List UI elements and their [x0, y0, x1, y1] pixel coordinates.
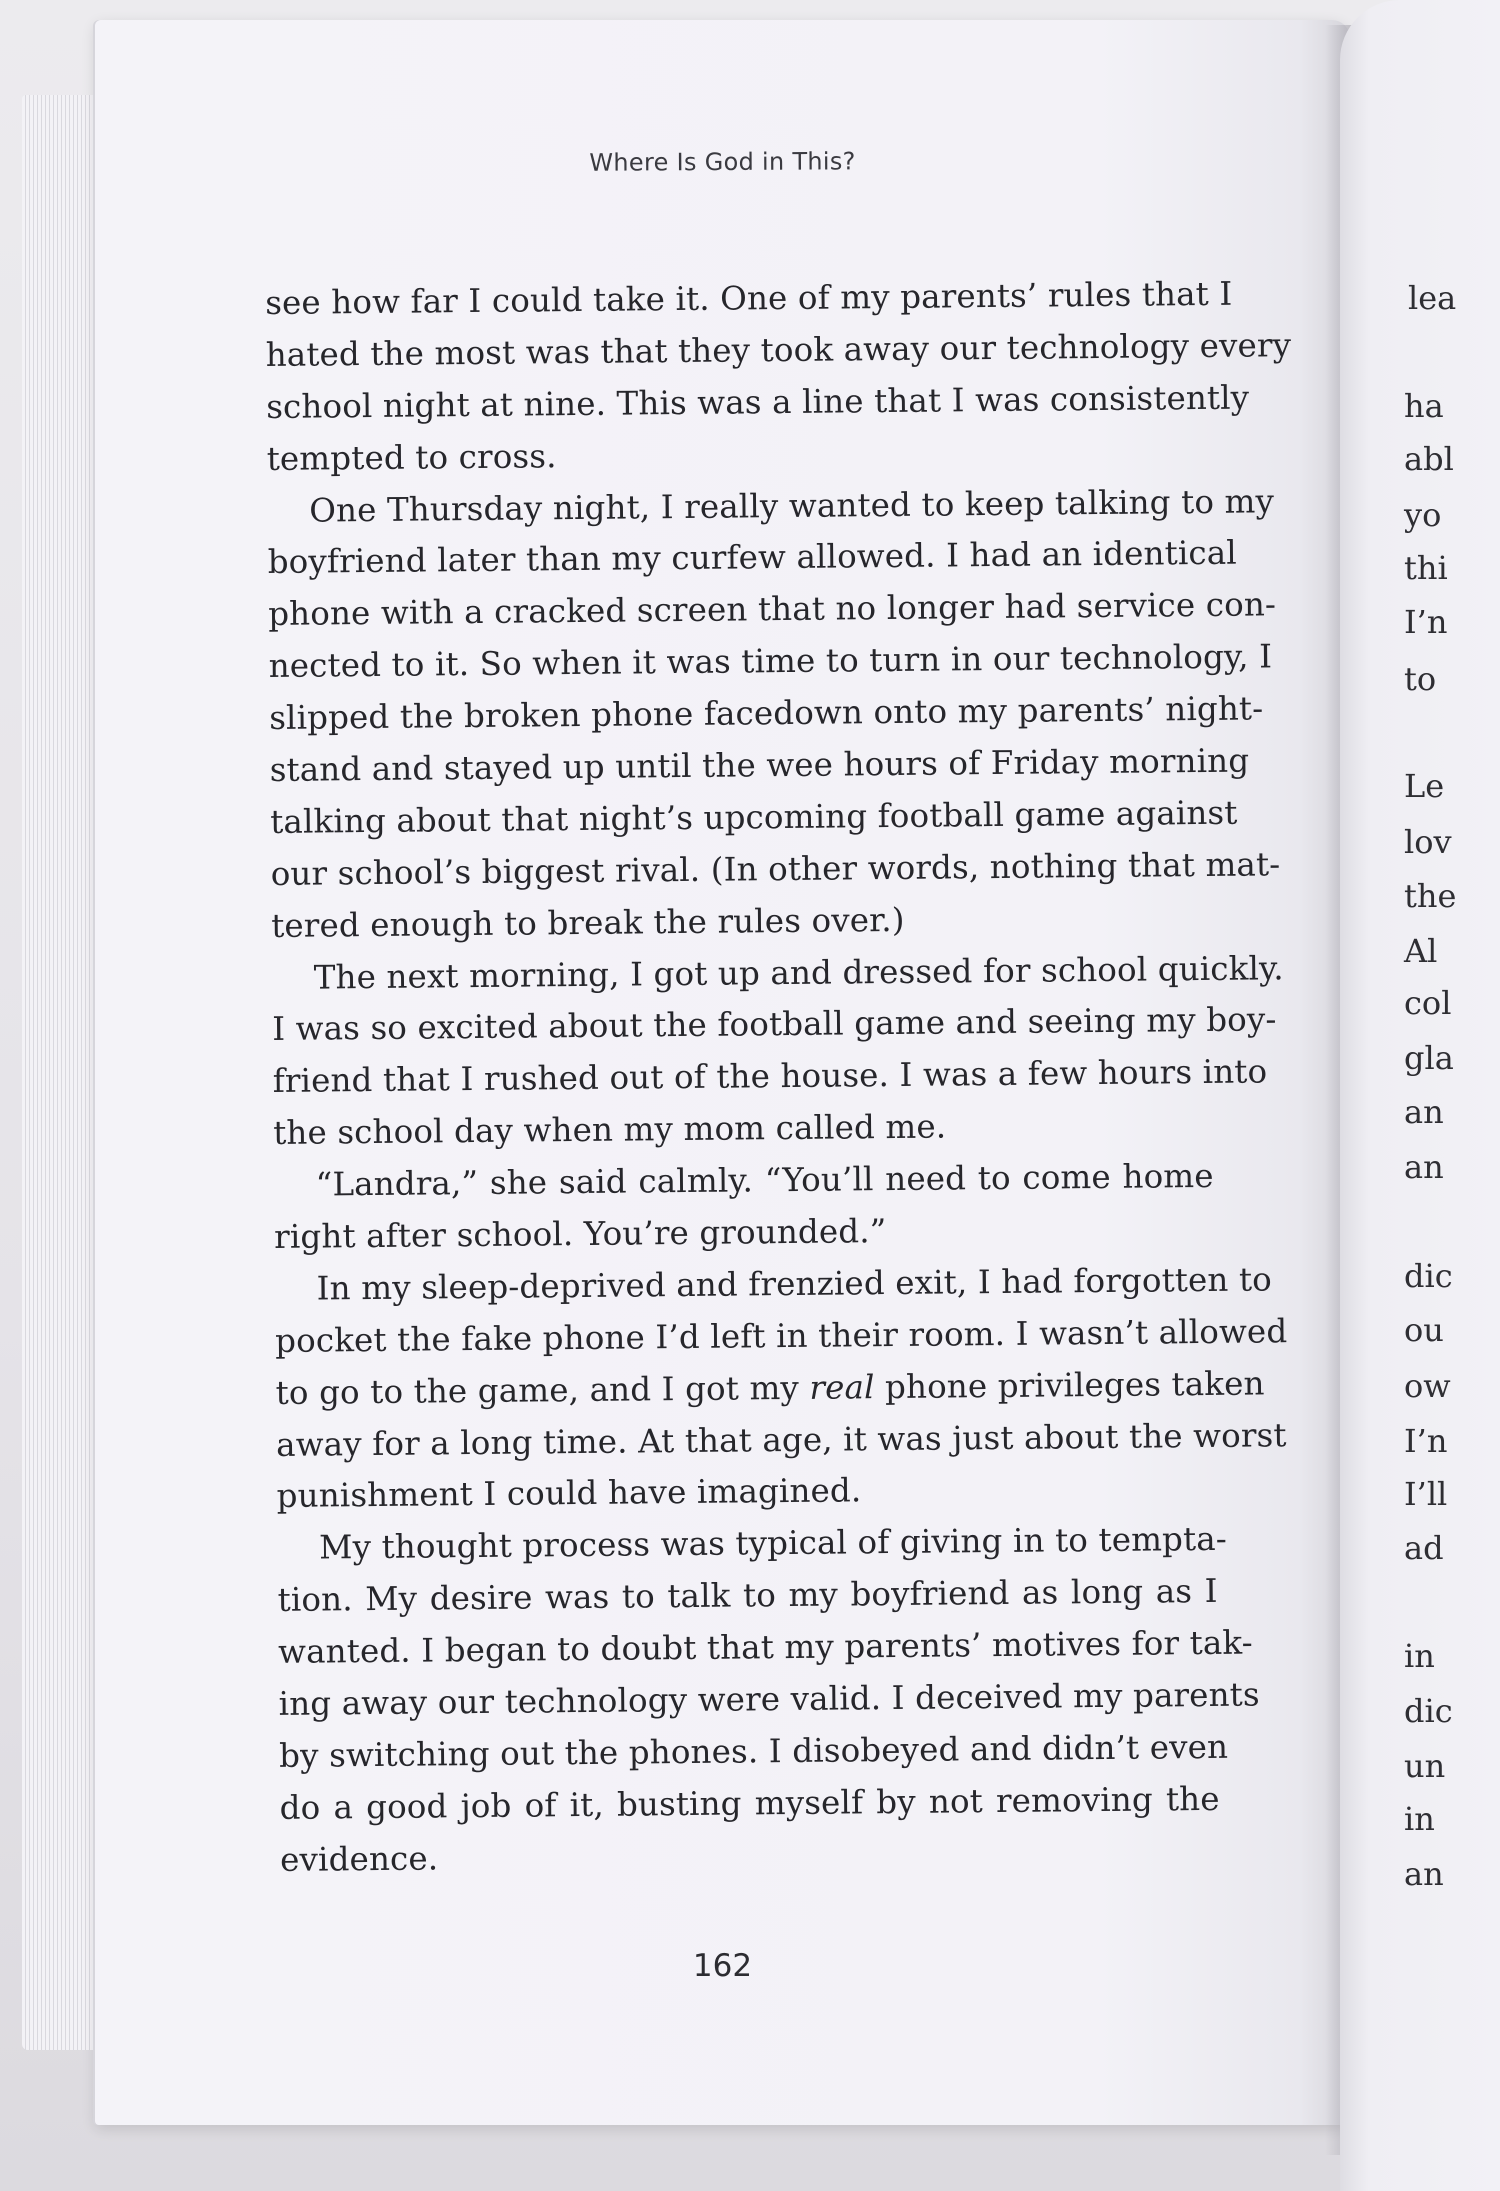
text-line: ing away our technology were valid. I deceived my parents [278, 1675, 1260, 1723]
body-text [265, 269, 1292, 1887]
text-line: right after school. You’re grounded.” [274, 1212, 887, 1256]
emphasis-word: real [809, 1367, 875, 1407]
facing-fragment: yo [1404, 496, 1442, 534]
facing-fragment: in [1404, 1637, 1435, 1675]
facing-fragment: dic [1404, 1692, 1453, 1730]
text-line: evidence. [280, 1839, 439, 1879]
text-segment: phone privileges taken [874, 1364, 1265, 1406]
text-line: slipped the broken phone facedown onto my parents’ night- [269, 689, 1264, 738]
text-line: by switching out the phones. I disobeyed and didn’t even [279, 1727, 1229, 1775]
text-line: wanted. I began to doubt that my parents’ motives for tak- [278, 1623, 1254, 1672]
text-line: punishment I could have imagined. [276, 1471, 862, 1516]
facing-fragment: Le [1404, 767, 1445, 805]
facing-fragment: an [1404, 1093, 1444, 1131]
text-line: One Thursday night, I really wanted to keep talking to my [309, 481, 1275, 530]
text-line: see how far I could take it. One of my parents’ rules that I [265, 274, 1233, 322]
text-line: tion. My desire was to talk to my boyfriend as long as I [277, 1572, 1218, 1620]
facing-fragment: an [1404, 1855, 1444, 1893]
facing-fragment: abl [1404, 440, 1454, 478]
facing-fragment: thi [1404, 549, 1448, 587]
text-line: In my sleep-deprived and frenzied exit, I had forgotten to [316, 1260, 1273, 1308]
facing-fragment: I’ll [1404, 1475, 1448, 1513]
facing-fragment: I’n [1404, 1422, 1448, 1460]
text-line: “Landra,” she said calmly. “You’ll need to come home [315, 1157, 1214, 1204]
text-line [275, 1359, 1265, 1420]
text-line: stand and stayed up until the wee hours of Friday morning [269, 741, 1250, 789]
facing-fragment: to [1404, 660, 1437, 698]
text-line: I was so excited about the football game and seeing my boy- [272, 1000, 1277, 1049]
facing-fragment: dic [1404, 1257, 1453, 1295]
text-line: pocket the fake phone I’d left in their room. I wasn’t allowed [275, 1312, 1288, 1360]
text-line: phone with a cracked screen that no longer had service con- [268, 585, 1277, 634]
facing-fragment: ou [1404, 1311, 1444, 1349]
text-line: The next morning, I got up and dressed for school quickly. [313, 948, 1284, 997]
facing-fragment: lea [1408, 279, 1457, 317]
text-line: away for a long time. At that age, it was just about the worst [276, 1415, 1287, 1464]
text-segment: to go to the game, and I got my [275, 1368, 800, 1412]
facing-fragment: Al [1404, 932, 1438, 970]
facing-fragment: ad [1404, 1529, 1444, 1567]
facing-fragment: un [1404, 1747, 1446, 1785]
facing-fragment: lov [1404, 823, 1452, 861]
text-line: school night at nine. This was a line that I was consistently [266, 378, 1250, 426]
facing-fragment: in [1404, 1800, 1435, 1838]
facing-fragment: ow [1404, 1367, 1451, 1405]
facing-fragment: the [1404, 877, 1457, 915]
text-line: nected to it. So when it was time to turn in our technology, I [268, 637, 1273, 686]
text-line: hated the most was that they took away our technology every [265, 326, 1292, 374]
text-line: My thought process was typical of giving in to tempta- [319, 1520, 1228, 1567]
text-line: boyfriend later than my curfew allowed. I had an identical [267, 534, 1238, 582]
text-line: friend that I rushed out of the house. I was a few hours into [272, 1052, 1268, 1101]
running-head: Where Is God in This? [589, 147, 856, 177]
text-line: talking about that night’s upcoming football game against [270, 793, 1238, 841]
facing-fragment: I’n [1404, 603, 1448, 641]
book-page [95, 20, 1350, 2125]
facing-fragment: ha [1404, 387, 1444, 425]
facing-page [1340, 0, 1500, 2191]
text-line: our school’s biggest rival. (In other words, nothing that mat- [270, 845, 1281, 893]
facing-fragment: an [1404, 1148, 1444, 1186]
text-line: do a good job of it, busting myself by not removing the [279, 1779, 1220, 1827]
facing-fragment: gla [1404, 1039, 1454, 1077]
text-line: tered enough to break the rules over.) [271, 900, 905, 945]
text-line: the school day when my mom called me. [273, 1107, 947, 1153]
text-line: tempted to cross. [266, 436, 557, 478]
facing-fragment: col [1404, 984, 1452, 1022]
page-number: 162 [692, 1948, 753, 1984]
